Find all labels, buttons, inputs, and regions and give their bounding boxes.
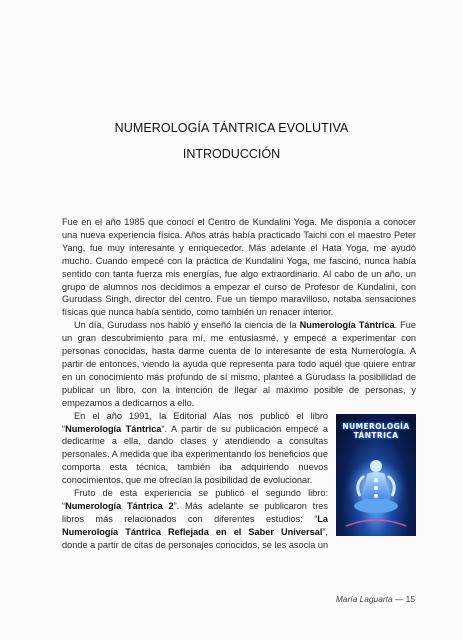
- book-name-highlight: La Numerología Tántrica Reflejada en el Saber Universal: [62, 513, 328, 537]
- book-name-highlight: Numerología Tántrica: [65, 423, 162, 434]
- book-cover-image: [336, 414, 416, 536]
- paragraph-1: Fue en el año 1985 que conocí el Centro de Kundalini Yoga. Me disponía a conocer una nueva experiencia física. Años atrás había practicado Taichi con el maestro Peter Yang, fue muy interesante y enriquecedor. Más adelante el Hata Yoga, me ayudó mucho. Cuando empecé con la práctica de Kundalini Yoga, me fascinó, nunca había sentido con tanta fuerza mis energías, fue algo extraordinario. Al cabo de un año, un grupo de alumnos nos decidimos a empezar el curso de Profesor de Kundalini, con Gurudass Singh, director del centro. Fue un tiempo maravilloso, notaba sensaciones físicas que nunca había sentido, como también un renacer interior.: [62, 217, 416, 318]
- author-name: María Laguarta: [335, 594, 393, 604]
- paragraph-2: Un día, Gurudass nos habló y enseñó la ciencia de la Numerología Tántrica. Fue un gran descubrimiento para mí, me entusiasmé, y empecé a experimentar con personas conocidas, hasta darme cuenta de lo interesante de esta Numerología. A partir de entonces, viendo la ayuda que representa para todo aquél que quiere entrar en un conocimiento más profundo de sí mismo, planteé a Gurudass la posibilidad de publicar un libro, con la intención de llegar al máximo posible de personas, y empezamos a dedicarnos a ello.: [62, 320, 416, 408]
- paragraph-3: En el año 1991, la Editorial Alas nos publicó el libro “Numerología Tántrica”. A partir de su publicación empecé a dedicarme a ella, dando clases y atendiendo a consultas personales. A medida que iba experimentando los beneficios que comporta esta técnica, también iba adquiriendo nuevos conocimientos, que me ofrecían la posibilidad de evolucionar.: [62, 410, 328, 486]
- paragraph-4: Fruto de esta experiencia se publicó el segundo libro: “Numerología Tántrica 2”. Más adelante se publicaron tres libros más relacionados con diferentes estudios: “La Numerología Tántrica Reflejada en el Saber Universal”, donde a partir de citas de personajes conocidos, se les asocia un: [62, 488, 329, 550]
- chapter-title: INTRODUCCIÓN: [182, 147, 281, 161]
- page-footer: María Laguarta — 15: [335, 594, 415, 604]
- cover-art: [336, 414, 416, 536]
- cover-title: NUMEROLOGÍA TÁNTRICA: [342, 421, 410, 440]
- book-name-highlight: Numerología Tántrica 2: [65, 500, 174, 511]
- body-text: [62, 216, 416, 552]
- book-title: NUMEROLOGÍA TÁNTRICA EVOLUTIVA: [114, 121, 349, 135]
- page-number: 15: [405, 594, 415, 604]
- book-name-highlight: Numerología Tántrica: [299, 320, 395, 331]
